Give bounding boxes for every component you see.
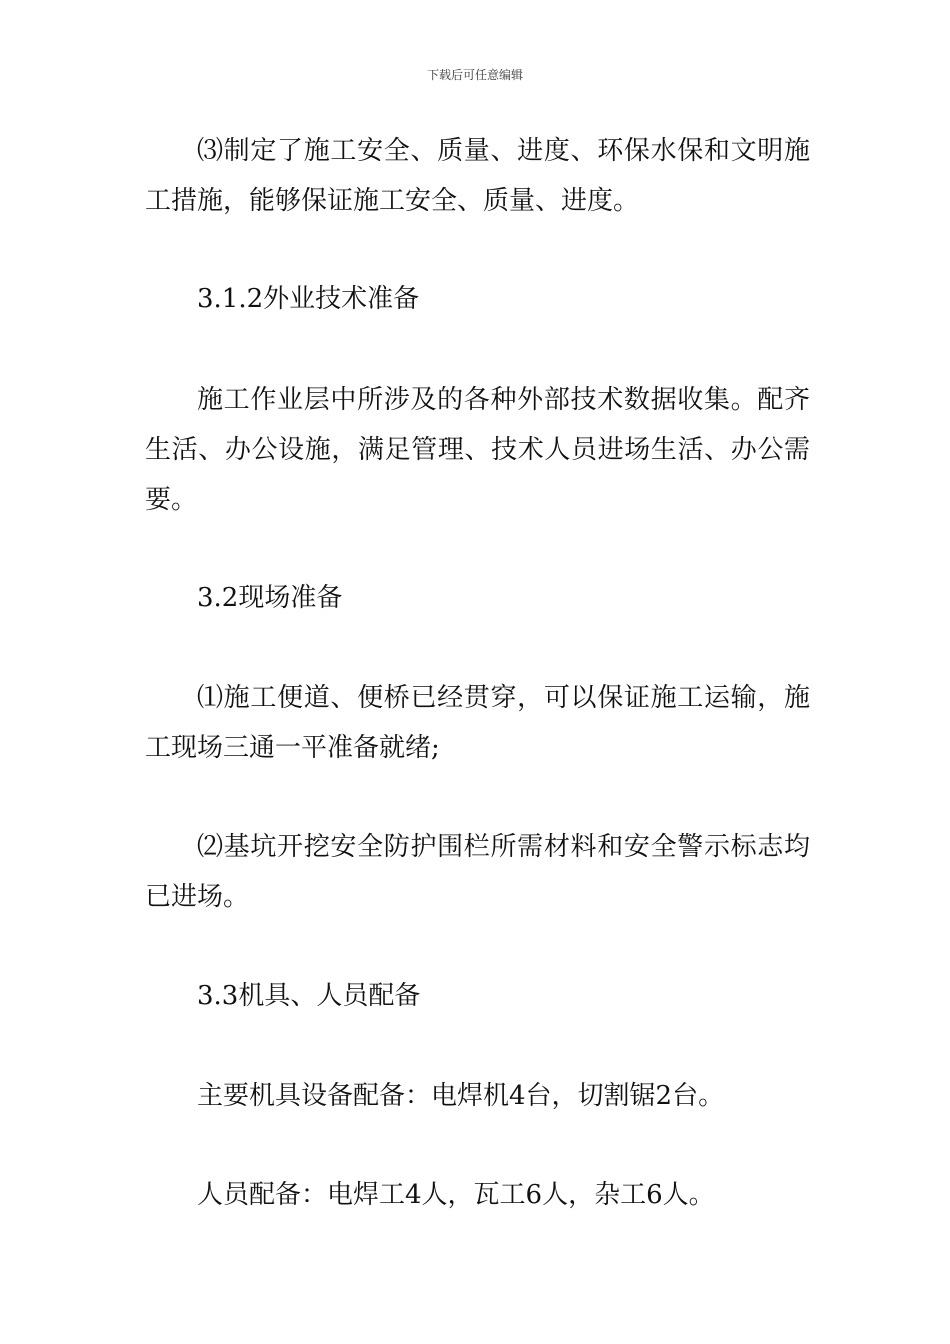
paragraph-personnel: 人员配备：电焊工4人，瓦工6人，杂工6人。: [197, 1180, 715, 1210]
section-heading-3-1-2: 3.1.2外业技术准备: [197, 284, 420, 314]
paragraph-field-tech-prep: 施工作业层中所涉及的各种外部技术数据收集。配齐生活、办公设施，满足管理、技术人员进场生活、办公需要。: [145, 385, 810, 515]
paragraph-safety-materials: ⑵基坑开挖安全防护围栏所需材料和安全警示标志均已进场。: [145, 832, 810, 912]
section-heading-3-3: 3.3机具、人员配备: [197, 981, 421, 1011]
paragraph-equipment: 主要机具设备配备：电焊机4台，切割锯2台。: [197, 1081, 725, 1111]
paragraph-construction-measures: ⑶制定了施工安全、质量、进度、环保水保和文明施工措施，能够保证施工安全、质量、进度。: [145, 136, 810, 216]
page-header-note: 下载后可任意编辑: [426, 68, 523, 82]
section-heading-3-2: 3.2现场准备: [197, 583, 343, 613]
paragraph-site-access: ⑴施工便道、便桥已经贯穿，可以保证施工运输，施工现场三通一平准备就绪;: [145, 683, 810, 763]
